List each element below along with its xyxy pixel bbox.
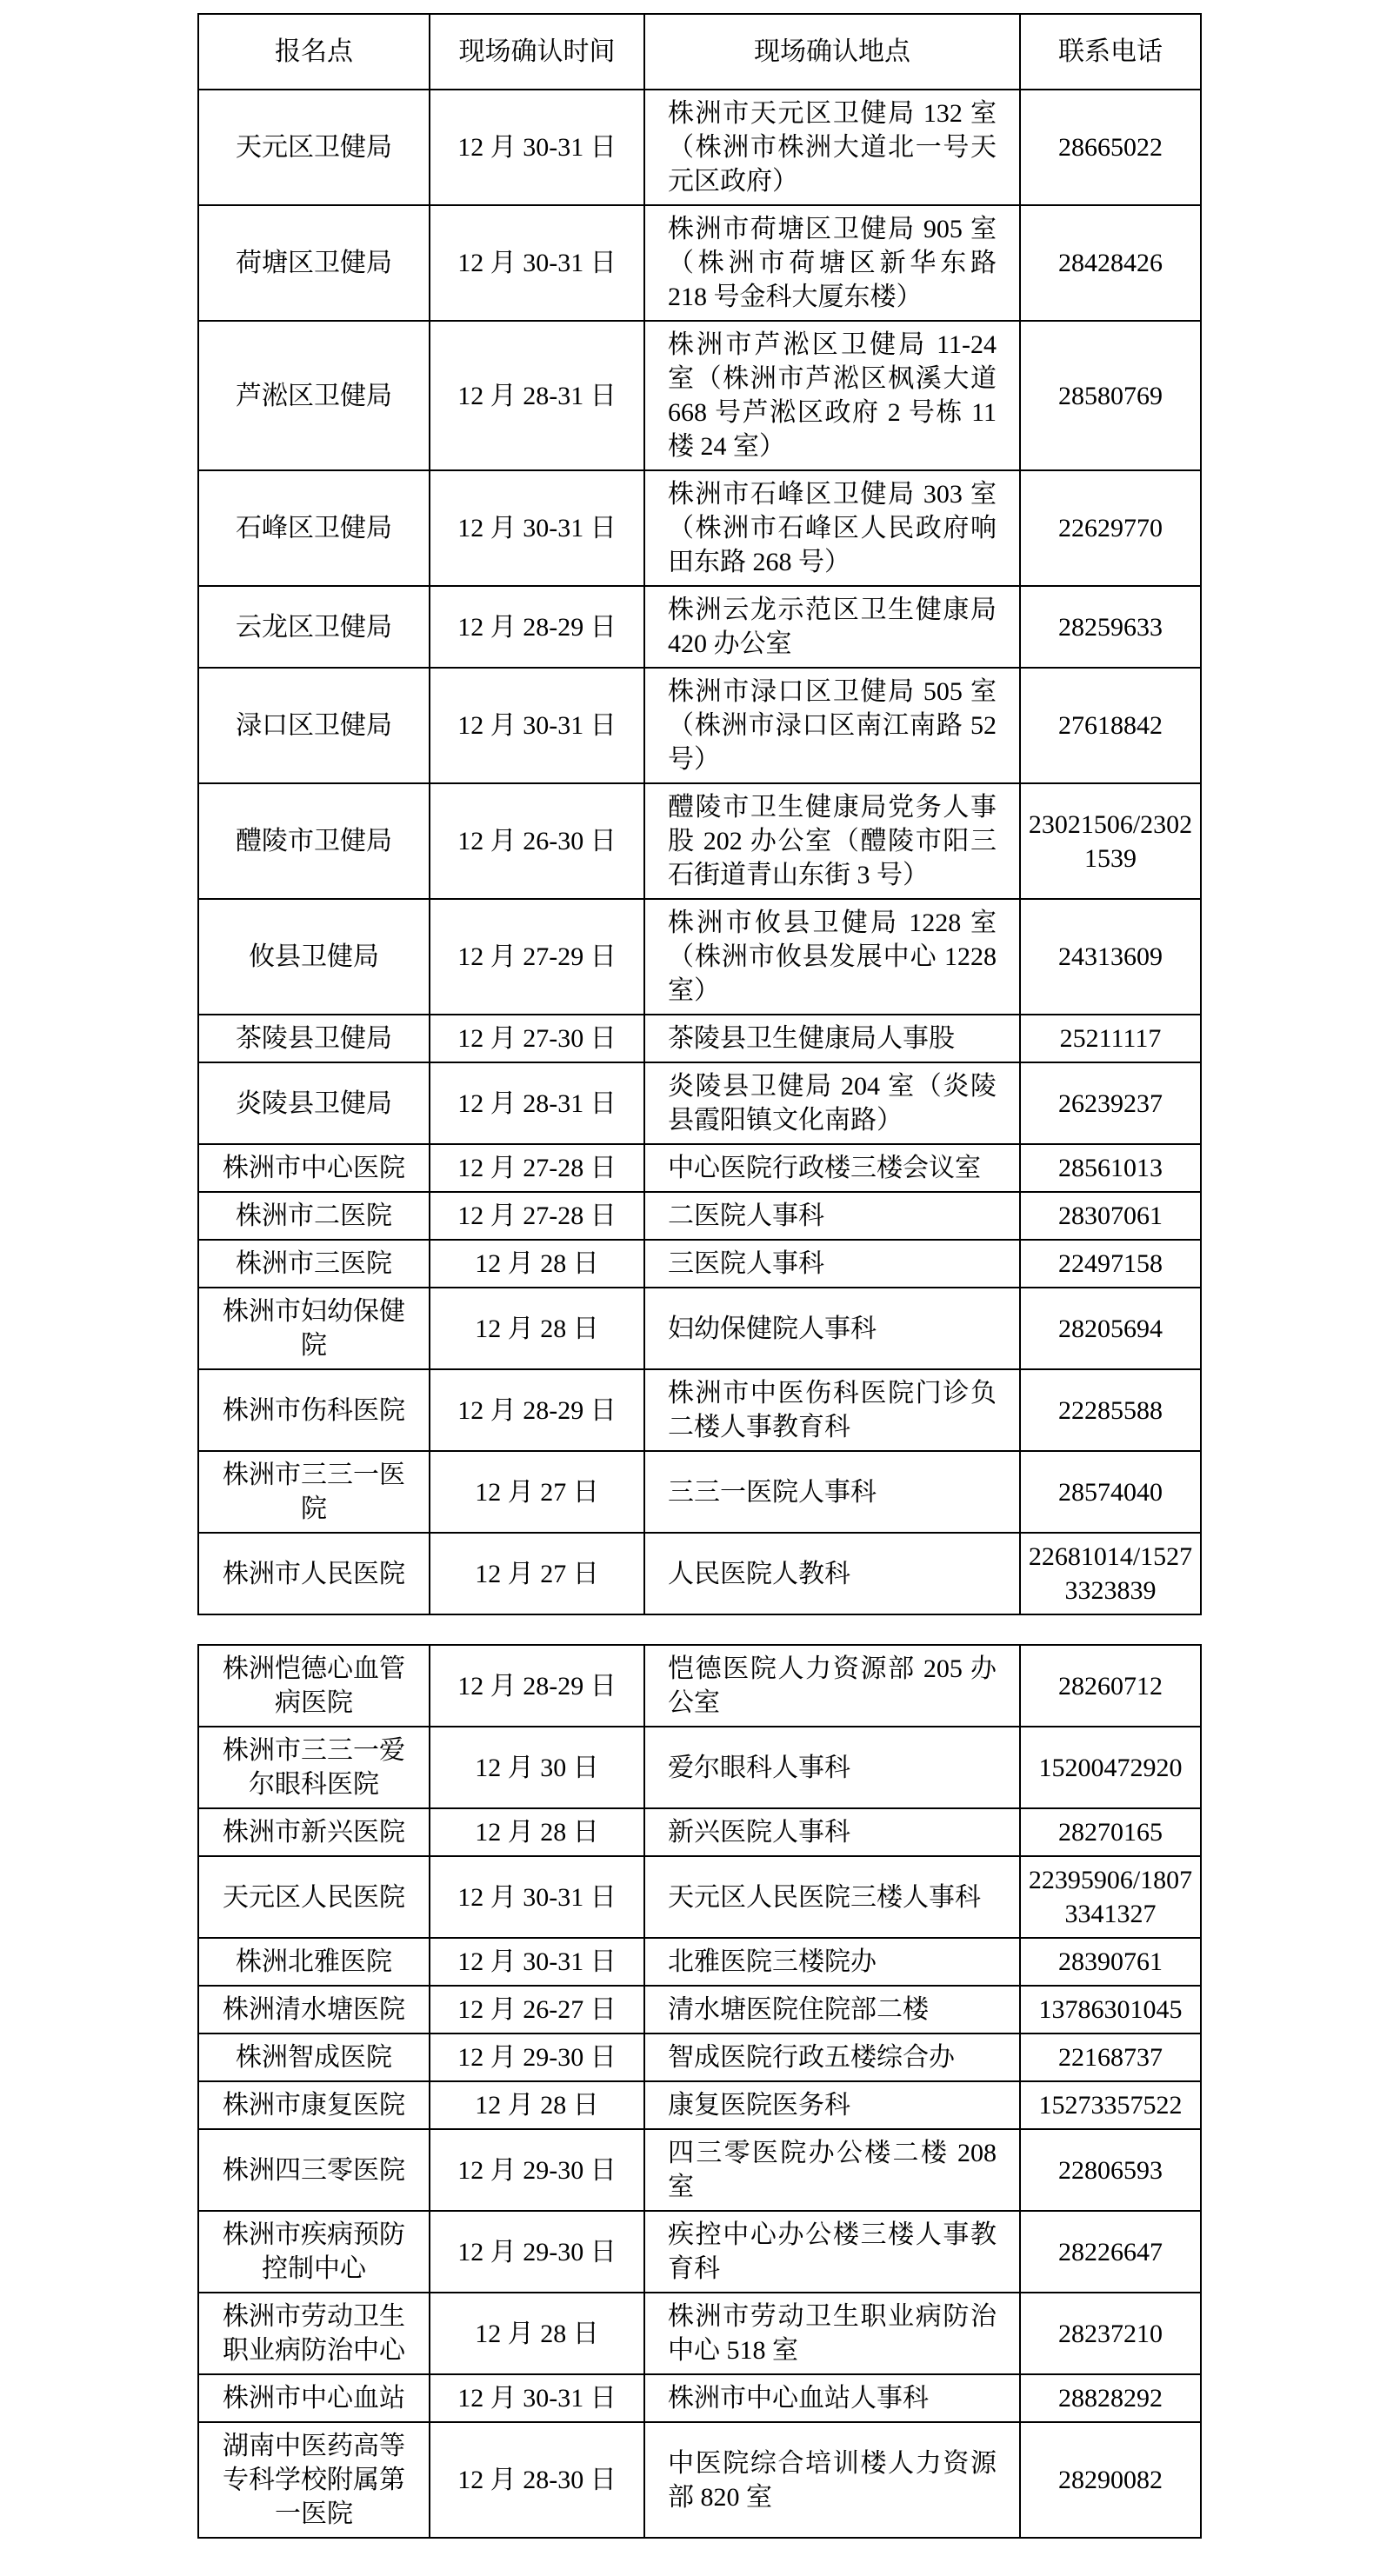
table-row — [198, 1062, 1201, 1144]
phone-cell: 28290082 — [1020, 2422, 1201, 2538]
registration-table-primary-body — [198, 90, 1201, 1614]
location-cell: 株洲市中心血站人事科 — [644, 2374, 1020, 2422]
time-cell: 12 月 28 日 — [430, 2293, 644, 2374]
table-row — [198, 90, 1201, 205]
location-cell: 恺德医院人力资源部 205 办公室 — [644, 1645, 1020, 1727]
time-cell: 12 月 28 日 — [430, 2081, 644, 2129]
phone-cell: 28665022 — [1020, 90, 1201, 205]
table-row — [198, 2034, 1201, 2081]
location-cell: 中心医院行政楼三楼会议室 — [644, 1144, 1020, 1192]
location-cell: 清水塘医院住院部二楼 — [644, 1986, 1020, 2034]
time-cell: 12 月 28-31 日 — [430, 1062, 644, 1144]
time-cell: 12 月 26-27 日 — [430, 1986, 644, 2034]
phone-cell: 22681014/15273323839 — [1020, 1533, 1201, 1614]
site-cell: 株洲市三医院 — [198, 1240, 430, 1288]
location-cell: 爱尔眼科人事科 — [644, 1727, 1020, 1808]
phone-cell: 22168737 — [1020, 2034, 1201, 2081]
table-row — [198, 1144, 1201, 1192]
phone-cell: 22806593 — [1020, 2129, 1201, 2211]
table-row — [198, 2374, 1201, 2422]
location-cell: 人民医院人教科 — [644, 1533, 1020, 1614]
location-cell: 株洲市石峰区卫健局 303 室（株洲市石峰区人民政府响田东路 268 号） — [644, 470, 1020, 586]
phone-cell: 28574040 — [1020, 1451, 1201, 1533]
table-row — [198, 1192, 1201, 1240]
phone-cell: 24313609 — [1020, 899, 1201, 1015]
table-row — [198, 1808, 1201, 1856]
time-cell: 12 月 30-31 日 — [430, 1856, 644, 1938]
time-cell: 12 月 30-31 日 — [430, 668, 644, 783]
location-cell: 醴陵市卫生健康局党务人事股 202 办公室（醴陵市阳三石街道青山东街 3 号） — [644, 783, 1020, 899]
phone-cell: 28259633 — [1020, 586, 1201, 668]
site-cell: 荷塘区卫健局 — [198, 205, 430, 321]
phone-cell: 28428426 — [1020, 205, 1201, 321]
location-cell: 株洲市芦淞区卫健局 11-24 室（株洲市芦淞区枫溪大道 668 号芦淞区政府 2 号栋 11 楼 24 室） — [644, 321, 1020, 470]
registration-table-primary — [197, 13, 1202, 1615]
phone-cell: 22395906/18073341327 — [1020, 1856, 1201, 1938]
time-cell: 12 月 28-30 日 — [430, 2422, 644, 2538]
table-row — [198, 1727, 1201, 1808]
location-cell: 株洲市渌口区卫健局 505 室（株洲市渌口区南江南路 52 号） — [644, 668, 1020, 783]
site-cell: 株洲市新兴医院 — [198, 1808, 430, 1856]
phone-cell: 22629770 — [1020, 470, 1201, 586]
site-cell: 茶陵县卫健局 — [198, 1015, 430, 1062]
phone-cell: 15200472920 — [1020, 1727, 1201, 1808]
phone-cell: 22497158 — [1020, 1240, 1201, 1288]
location-cell: 株洲云龙示范区卫生健康局 420 办公室 — [644, 586, 1020, 668]
phone-cell: 28260712 — [1020, 1645, 1201, 1727]
time-cell: 12 月 27-30 日 — [430, 1015, 644, 1062]
phone-cell: 28390761 — [1020, 1938, 1201, 1986]
site-cell: 株洲市劳动卫生职业病防治中心 — [198, 2293, 430, 2374]
phone-cell: 28561013 — [1020, 1144, 1201, 1192]
phone-cell: 28307061 — [1020, 1192, 1201, 1240]
location-cell: 茶陵县卫生健康局人事股 — [644, 1015, 1020, 1062]
table-row — [198, 899, 1201, 1015]
table-row — [198, 470, 1201, 586]
col-header-location: 现场确认地点 — [644, 14, 1020, 90]
location-cell: 新兴医院人事科 — [644, 1808, 1020, 1856]
phone-cell: 28828292 — [1020, 2374, 1201, 2422]
site-cell: 炎陵县卫健局 — [198, 1062, 430, 1144]
table-row — [198, 1986, 1201, 2034]
phone-cell: 26239237 — [1020, 1062, 1201, 1144]
site-cell: 株洲市三三一爱尔眼科医院 — [198, 1727, 430, 1808]
location-cell: 三医院人事科 — [644, 1240, 1020, 1288]
time-cell: 12 月 26-30 日 — [430, 783, 644, 899]
col-header-site: 报名点 — [198, 14, 430, 90]
table-row — [198, 205, 1201, 321]
location-cell: 株洲市中医伤科医院门诊负二楼人事教育科 — [644, 1369, 1020, 1451]
site-cell: 天元区人民医院 — [198, 1856, 430, 1938]
phone-cell: 28237210 — [1020, 2293, 1201, 2374]
time-cell: 12 月 28-29 日 — [430, 1369, 644, 1451]
site-cell: 云龙区卫健局 — [198, 586, 430, 668]
phone-cell: 27618842 — [1020, 668, 1201, 783]
location-cell: 炎陵县卫健局 204 室（炎陵县霞阳镇文化南路） — [644, 1062, 1020, 1144]
table-row — [198, 2422, 1201, 2538]
location-cell: 株洲市天元区卫健局 132 室（株洲市株洲大道北一号天元区政府） — [644, 90, 1020, 205]
table-row — [198, 2081, 1201, 2129]
location-cell: 中医院综合培训楼人力资源部 820 室 — [644, 2422, 1020, 2538]
site-cell: 湖南中医药高等专科学校附属第一医院 — [198, 2422, 430, 2538]
time-cell: 12 月 28-29 日 — [430, 1645, 644, 1727]
table-row — [198, 2211, 1201, 2293]
col-header-time: 现场确认时间 — [430, 14, 644, 90]
table-row — [198, 2129, 1201, 2211]
site-cell: 株洲四三零医院 — [198, 2129, 430, 2211]
table-row — [198, 586, 1201, 668]
site-cell: 攸县卫健局 — [198, 899, 430, 1015]
phone-cell: 25211117 — [1020, 1015, 1201, 1062]
time-cell: 12 月 27-28 日 — [430, 1144, 644, 1192]
table-row — [198, 321, 1201, 470]
registration-table-additional — [197, 1644, 1202, 2539]
site-cell: 株洲市伤科医院 — [198, 1369, 430, 1451]
table-row — [198, 1645, 1201, 1727]
location-cell: 智成医院行政五楼综合办 — [644, 2034, 1020, 2081]
location-cell: 株洲市荷塘区卫健局 905 室（株洲市荷塘区新华东路 218 号金科大厦东楼） — [644, 205, 1020, 321]
table-row — [198, 1015, 1201, 1062]
site-cell: 株洲清水塘医院 — [198, 1986, 430, 2034]
location-cell: 株洲市劳动卫生职业病防治中心 518 室 — [644, 2293, 1020, 2374]
time-cell: 12 月 29-30 日 — [430, 2034, 644, 2081]
location-cell: 株洲市攸县卫健局 1228 室（株洲市攸县发展中心 1228 室） — [644, 899, 1020, 1015]
site-cell: 株洲市疾病预防控制中心 — [198, 2211, 430, 2293]
site-cell: 株洲智成医院 — [198, 2034, 430, 2081]
location-cell: 天元区人民医院三楼人事科 — [644, 1856, 1020, 1938]
table-row — [198, 1369, 1201, 1451]
table-gap — [197, 1615, 1380, 1644]
time-cell: 12 月 28-29 日 — [430, 586, 644, 668]
phone-cell: 15273357522 — [1020, 2081, 1201, 2129]
table-row — [198, 1288, 1201, 1369]
time-cell: 12 月 30 日 — [430, 1727, 644, 1808]
phone-cell: 22285588 — [1020, 1369, 1201, 1451]
time-cell: 12 月 30-31 日 — [430, 205, 644, 321]
phone-cell: 13786301045 — [1020, 1986, 1201, 2034]
phone-cell: 28226647 — [1020, 2211, 1201, 2293]
site-cell: 渌口区卫健局 — [198, 668, 430, 783]
site-cell: 醴陵市卫健局 — [198, 783, 430, 899]
time-cell: 12 月 27 日 — [430, 1451, 644, 1533]
table-row — [198, 1533, 1201, 1614]
location-cell: 三三一医院人事科 — [644, 1451, 1020, 1533]
time-cell: 12 月 28-31 日 — [430, 321, 644, 470]
phone-cell: 28580769 — [1020, 321, 1201, 470]
table-row — [198, 1938, 1201, 1986]
time-cell: 12 月 30-31 日 — [430, 2374, 644, 2422]
time-cell: 12 月 27-29 日 — [430, 899, 644, 1015]
time-cell: 12 月 29-30 日 — [430, 2211, 644, 2293]
site-cell: 株洲市二医院 — [198, 1192, 430, 1240]
time-cell: 12 月 30-31 日 — [430, 1938, 644, 1986]
site-cell: 株洲市三三一医院 — [198, 1451, 430, 1533]
table-row — [198, 783, 1201, 899]
location-cell: 康复医院医务科 — [644, 2081, 1020, 2129]
time-cell: 12 月 28 日 — [430, 1288, 644, 1369]
site-cell: 株洲市人民医院 — [198, 1533, 430, 1614]
time-cell: 12 月 27 日 — [430, 1533, 644, 1614]
table-row — [198, 1856, 1201, 1938]
table-row — [198, 2293, 1201, 2374]
time-cell: 12 月 30-31 日 — [430, 470, 644, 586]
location-cell: 二医院人事科 — [644, 1192, 1020, 1240]
site-cell: 株洲北雅医院 — [198, 1938, 430, 1986]
time-cell: 12 月 28 日 — [430, 1808, 644, 1856]
phone-cell: 28270165 — [1020, 1808, 1201, 1856]
time-cell: 12 月 30-31 日 — [430, 90, 644, 205]
time-cell: 12 月 27-28 日 — [430, 1192, 644, 1240]
site-cell: 株洲市中心血站 — [198, 2374, 430, 2422]
site-cell: 株洲市中心医院 — [198, 1144, 430, 1192]
table-row — [198, 668, 1201, 783]
site-cell: 天元区卫健局 — [198, 90, 430, 205]
site-cell: 株洲市康复医院 — [198, 2081, 430, 2129]
location-cell: 疾控中心办公楼三楼人事教育科 — [644, 2211, 1020, 2293]
time-cell: 12 月 29-30 日 — [430, 2129, 644, 2211]
time-cell: 12 月 28 日 — [430, 1240, 644, 1288]
col-header-phone: 联系电话 — [1020, 14, 1201, 90]
table-header-row — [198, 14, 1201, 90]
site-cell: 株洲恺德心血管病医院 — [198, 1645, 430, 1727]
location-cell: 北雅医院三楼院办 — [644, 1938, 1020, 1986]
site-cell: 株洲市妇幼保健院 — [198, 1288, 430, 1369]
site-cell: 芦淞区卫健局 — [198, 321, 430, 470]
registration-table-additional-body — [198, 1645, 1201, 2538]
table-row — [198, 1451, 1201, 1533]
table-row — [198, 1240, 1201, 1288]
phone-cell: 28205694 — [1020, 1288, 1201, 1369]
location-cell: 四三零医院办公楼二楼 208 室 — [644, 2129, 1020, 2211]
phone-cell: 23021506/23021539 — [1020, 783, 1201, 899]
location-cell: 妇幼保健院人事科 — [644, 1288, 1020, 1369]
site-cell: 石峰区卫健局 — [198, 470, 430, 586]
